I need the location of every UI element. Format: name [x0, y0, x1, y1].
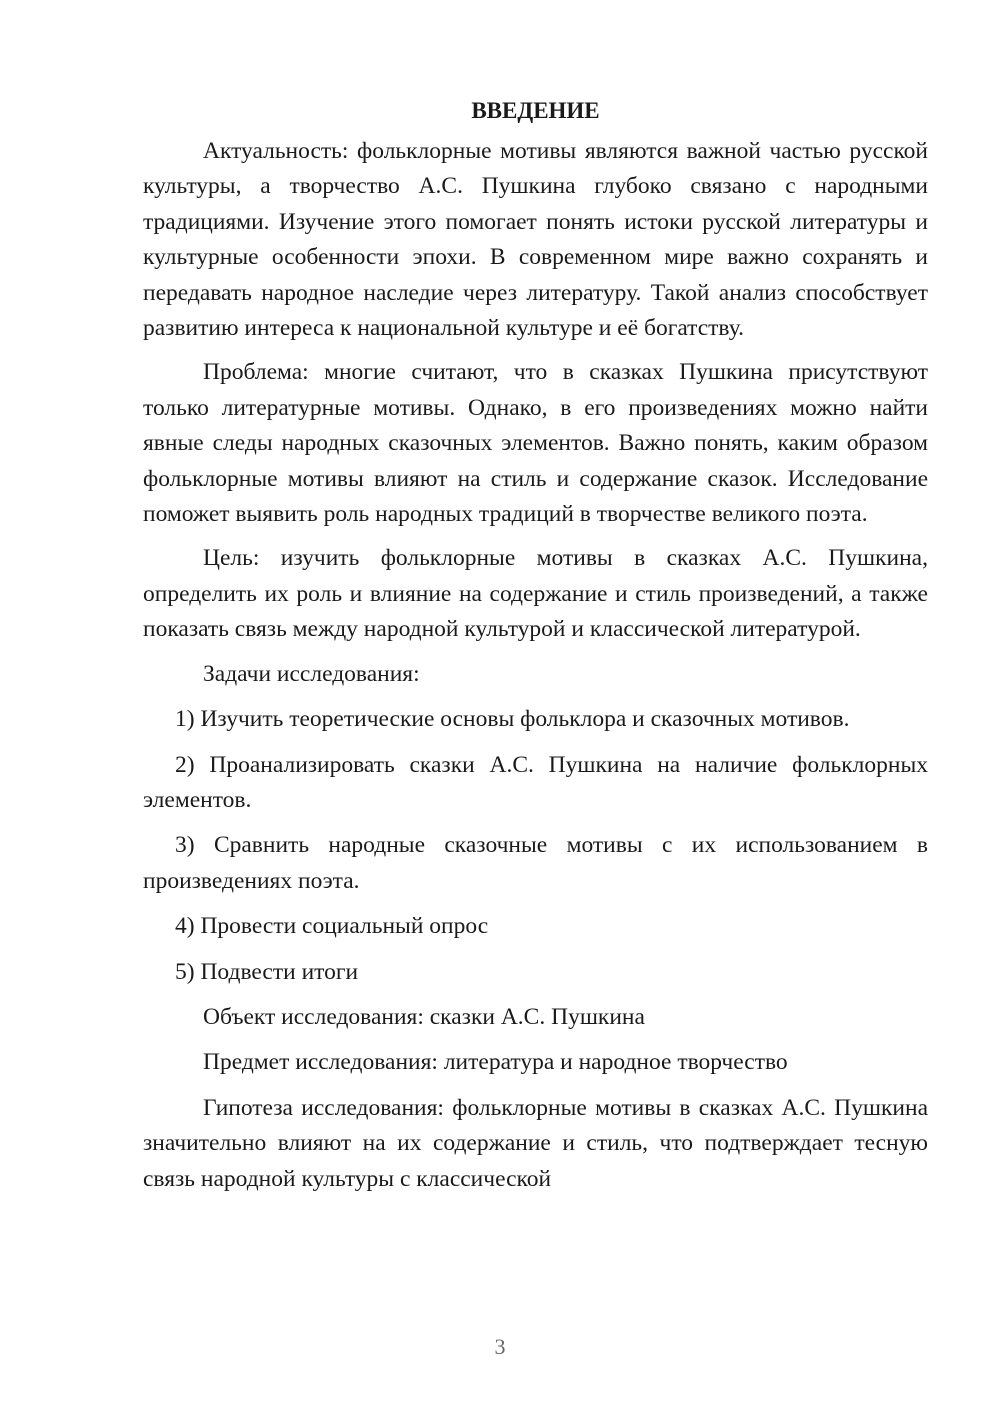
list-item: 5) Подвести итоги [175, 958, 359, 985]
research-hypothesis: Гипотеза исследования: фольклорные мотивы в сказках А.С. Пушкина значительно влияют на их содержание и стиль, что подтверждает тесную связь народной культуры с классической [143, 1094, 928, 1192]
document-page [143, 93, 928, 1206]
list-item: 2) Проанализировать сказки А.С. Пушкина на наличие фольклорных элементов. [143, 751, 928, 813]
paragraph-problem: Проблема: многие считают, что в сказках Пушкина присутствуют только литературные мотивы. Однако, в его произведениях можно найти явные следы народных сказочных элементов. Важно понять, каким образом фольклорные мотивы влияют на стиль и содержание сказок. Исследование поможет выявить роль народных традиций в творчестве великого поэта. [143, 359, 928, 528]
paragraph-relevance: Актуальность: фольклорные мотивы являются важной частью русской культуры, а творчество А.С. Пушкина глубоко связано с народными традициями. Изучение этого помогает понять истоки русской литературы и культурные особенности эпохи. В современном мире важно сохранять и передавать народное наследие через литературу. Такой анализ способствует развитию интереса к национальной культуре и её богатству. [143, 138, 928, 342]
list-item: 1) Изучить теоретические основы фольклора и сказочных мотивов. [175, 706, 850, 733]
research-object: Объект исследования: сказки А.С. Пушкина [203, 1003, 645, 1030]
list-item: 3) Сравнить народные сказочные мотивы с их использованием в произведениях поэта. [143, 832, 928, 894]
page-title: ВВЕДЕНИЕ [471, 98, 600, 123]
paragraph-goal: Цель: изучить фольклорные мотивы в сказках А.С. Пушкина, определить их роль и влияние на содержание и стиль произведений, а также показать связь между народной культурой и классической литературой. [143, 545, 928, 643]
tasks-list [143, 702, 928, 990]
list-item: 4) Провести социальный опрос [175, 913, 489, 940]
tasks-heading: Задачи исследования: [203, 660, 420, 687]
page-number: 3 [494, 1334, 506, 1359]
research-subject: Предмет исследования: литература и народное творчество [203, 1049, 788, 1076]
